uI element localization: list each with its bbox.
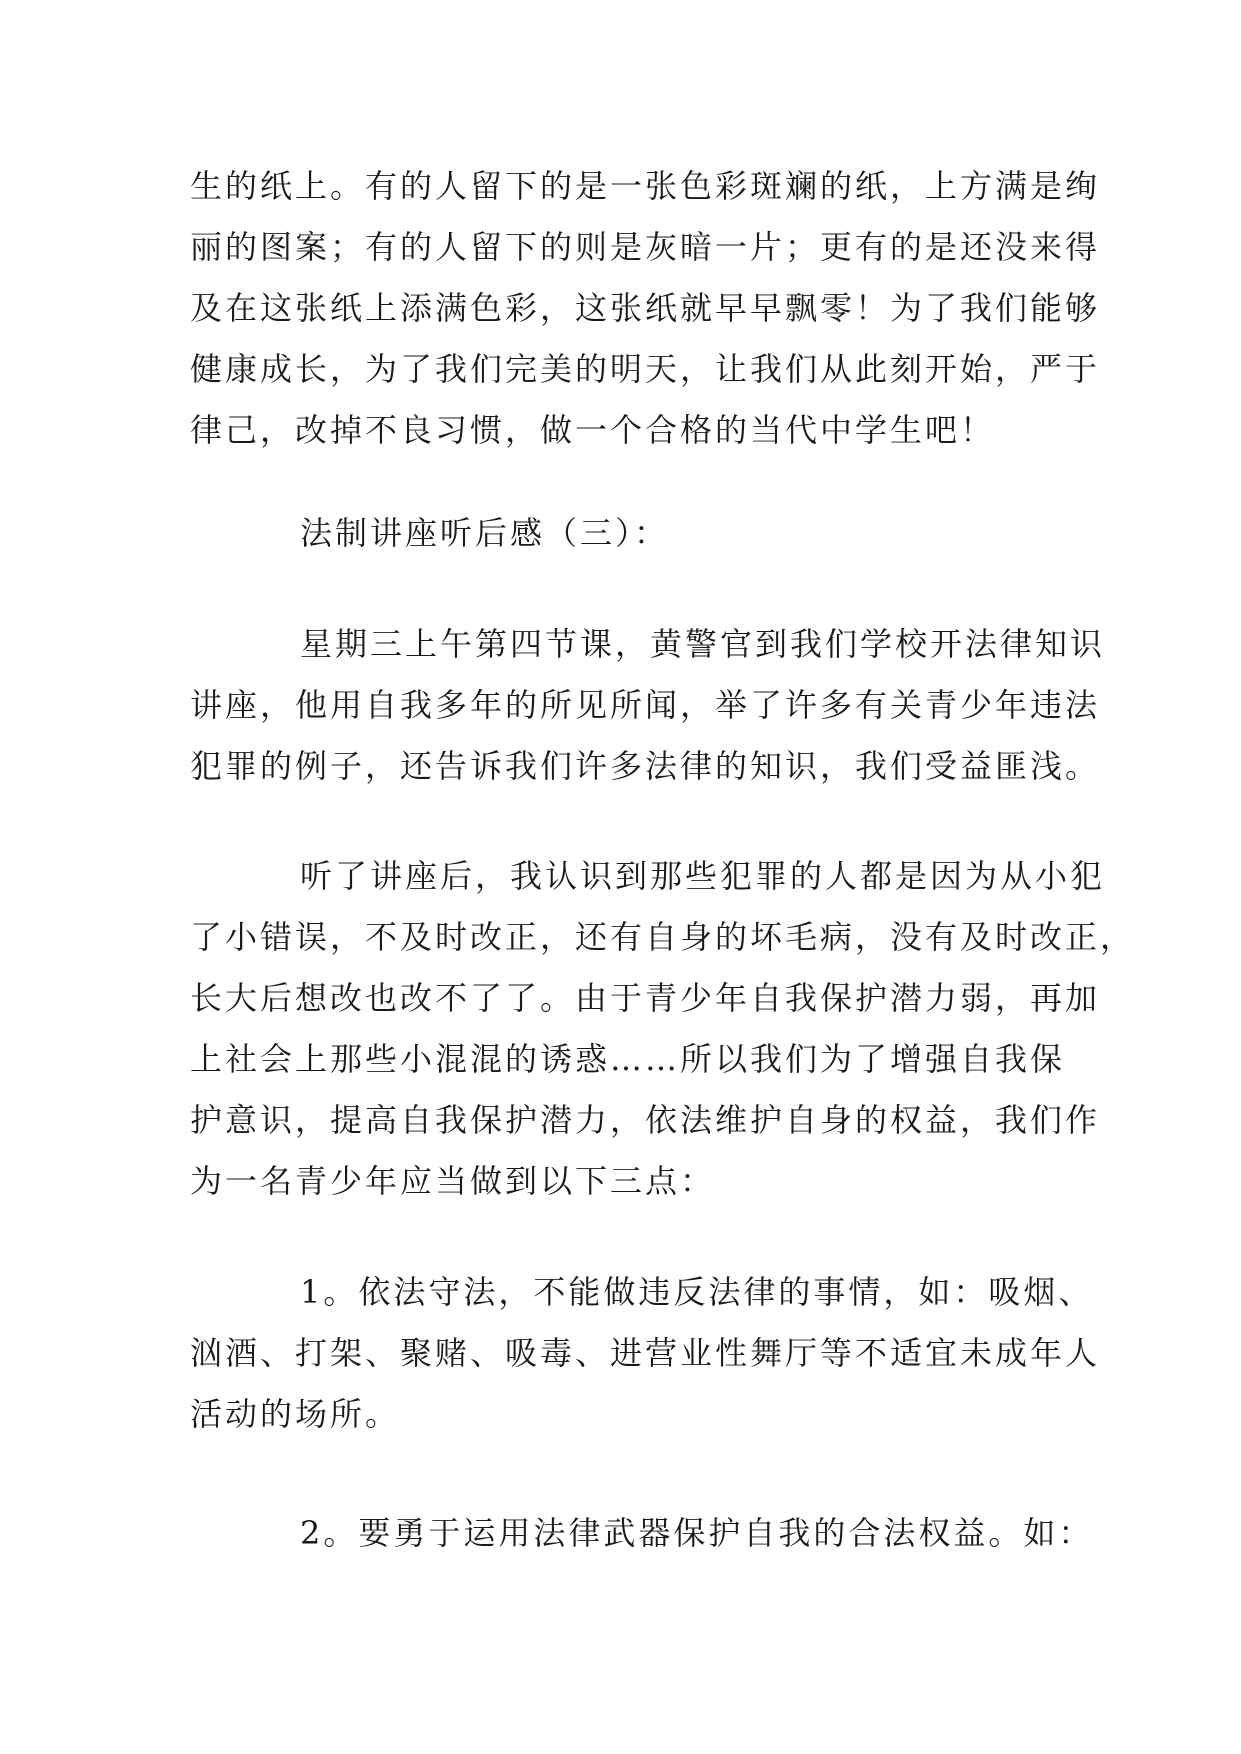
text-line: 活动的场所。	[190, 1395, 401, 1433]
text-line: 犯罪的例子，还告诉我们许多法律的知识，我们受益匪浅。	[190, 747, 1101, 785]
text-line: 律己，改掉不良习惯，做一个合格的当代中学生吧！	[190, 411, 996, 449]
paragraph-continuation	[190, 156, 1101, 461]
heading-text: 法制讲座听后感（三）：	[300, 514, 670, 552]
list-item-1	[190, 1262, 1101, 1445]
section-heading	[190, 503, 1070, 564]
text-line: 讲座，他用自我多年的所见所闻，举了许多有关青少年违法	[190, 686, 1101, 724]
text-line: 汹酒、打架、聚赌、吸毒、进营业性舞厅等不适宜未成年人	[190, 1334, 1101, 1372]
text-line: 上社会上那些小混混的诱惑……所以我们为了增强自我保	[190, 1040, 1066, 1078]
text-line: 听了讲座后，我认识到那些犯罪的人都是因为从小犯	[300, 857, 1106, 895]
text-line: 健康成长，为了我们完美的明天，让我们从此刻开始，严于	[190, 350, 1101, 388]
text-line: 1。依法守法，不能做违反法律的事情，如：吸烟、	[300, 1273, 1094, 1311]
text-line: 长大后想改也改不了了。由于青少年自我保护潜力弱，再加	[190, 979, 1101, 1017]
text-line: 了小错误，不及时改正，还有自身的坏毛病，没有及时改正，	[190, 918, 1136, 956]
text-line: 丽的图案；有的人留下的则是灰暗一片；更有的是还没来得	[190, 228, 1101, 266]
text-line: 2。要勇于运用法律武器保护自我的合法权益。如：	[300, 1514, 1094, 1552]
list-item-2	[190, 1503, 1094, 1564]
text-line: 护意识，提高自我保护潜力，依法维护自身的权益，我们作	[190, 1101, 1101, 1139]
text-line: 为一名青少年应当做到以下三点：	[190, 1162, 716, 1200]
paragraph-reflection	[190, 846, 1136, 1212]
text-line: 生的纸上。有的人留下的是一张色彩斑斓的纸，上方满是绚	[190, 167, 1101, 205]
text-line: 及在这张纸上添满色彩，这张纸就早早飘零！为了我们能够	[190, 289, 1101, 327]
text-line: 星期三上午第四节课，黄警官到我们学校开法律知识	[300, 625, 1106, 663]
paragraph-lecture-intro	[190, 614, 1106, 797]
